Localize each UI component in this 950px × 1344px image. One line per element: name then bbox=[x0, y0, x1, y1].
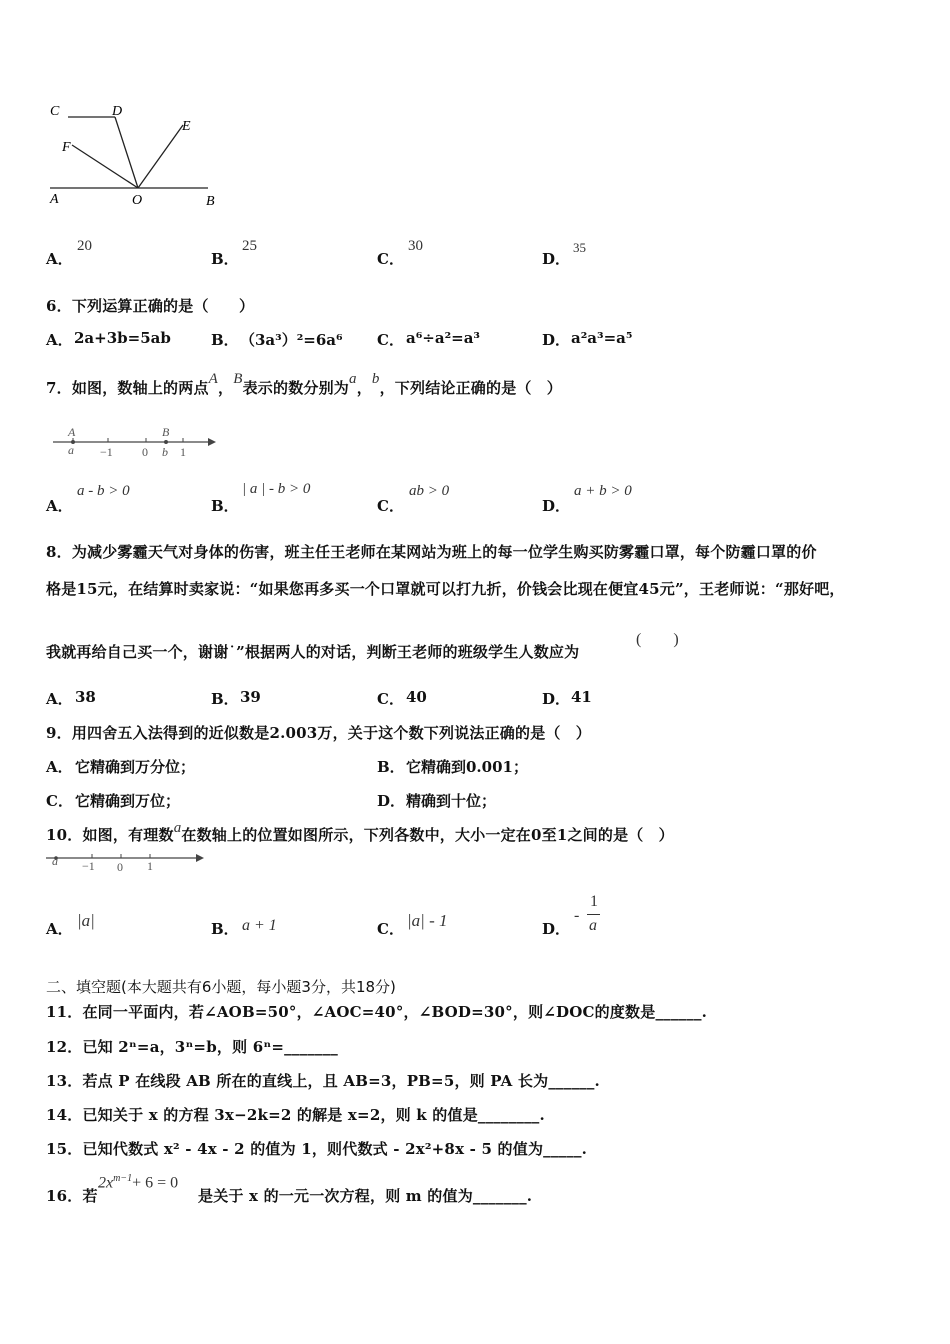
q7-option-b-value: | a | - b > 0 bbox=[242, 481, 311, 497]
q15-text: 15．已知代数式 x² - 4x - 2 的值为 1，则代数式 - 2x²+8x - 5 的值为_____. bbox=[46, 1140, 588, 1158]
q10-stem bbox=[46, 820, 674, 845]
q9-option-b-letter: B． bbox=[377, 758, 405, 776]
q7-axis-label-A: A bbox=[68, 425, 76, 439]
q10-axis-tick-m1: −1 bbox=[82, 859, 95, 873]
q5-option-d-letter: D． bbox=[542, 250, 571, 268]
q14-text: 14．已知关于 x 的方程 3x−2k=2 的解是 x=2，则 k 的值是________. bbox=[46, 1106, 545, 1124]
q8-option-a-letter: A． bbox=[46, 690, 73, 708]
q7-stem bbox=[46, 371, 563, 398]
q7-stem-part2: 表示的数分别为 bbox=[242, 379, 349, 397]
q7-stem-part3: ，下列结论正确的是（ ） bbox=[379, 379, 563, 397]
q6-stem: 6．下列运算正确的是（ ） bbox=[46, 297, 255, 315]
q10-axis-tick-1: 1 bbox=[147, 859, 153, 873]
q7-axis-label-B: B bbox=[162, 425, 170, 439]
q7-var-a: a bbox=[349, 371, 357, 387]
q8-option-b-letter: B． bbox=[211, 690, 239, 708]
q7-option-d-letter: D． bbox=[542, 497, 571, 515]
q16-equation bbox=[98, 1173, 178, 1192]
q6-option-c-value: a⁶÷a²=a³ bbox=[406, 329, 481, 347]
section2-title: 二、填空题(本大题共有6小题，每小题3分，共18分) bbox=[46, 978, 396, 996]
q9-option-c-value: 它精确到万位； bbox=[75, 792, 181, 810]
q10-axis-tick-a: a bbox=[52, 854, 58, 868]
q6-option-d-letter: D． bbox=[542, 331, 571, 349]
q7-point-a: A bbox=[208, 371, 219, 387]
q10-var-a: a bbox=[173, 820, 182, 836]
q11-text: 11．在同一平面内，若∠AOB=50°，∠AOC=40°，∠BOD=30°，则∠DOC的度数是______. bbox=[46, 1003, 708, 1021]
q10-option-d-minus: - bbox=[574, 907, 580, 924]
q7-point-b: B bbox=[233, 371, 243, 387]
q8-line2: 格是15元，在结算时卖家说：“如果您再多买一个口罩就可以打九折，价钱会比现在便宜45元”，王老师说：“那好吧， bbox=[46, 580, 845, 598]
q8-option-c-value: 40 bbox=[406, 688, 427, 706]
q9-option-b-value: 它精确到0.001； bbox=[406, 758, 528, 776]
q7-axis-tick-b: b bbox=[162, 445, 168, 459]
q10-option-d-numerator: 1 bbox=[590, 893, 598, 910]
q16-suffix: 是关于 x 的一元一次方程，则 m 的值为_______. bbox=[198, 1187, 533, 1205]
label-E: E bbox=[182, 119, 191, 134]
q5-option-a-value: 20 bbox=[77, 238, 92, 254]
q8-option-c-letter: C． bbox=[377, 690, 404, 708]
q8-line3: 我就再给自己买一个，谢谢˙”根据两人的对话，判断王老师的班级学生人数应为 bbox=[46, 643, 580, 661]
q7-option-c-letter: C． bbox=[377, 497, 404, 515]
q7-stem-part1: 7．如图，数轴上的两点 bbox=[46, 379, 209, 397]
q7-option-d-value: a + b > 0 bbox=[574, 483, 632, 499]
q9-option-c-letter: C． bbox=[46, 792, 73, 810]
q10-option-c-value: |a| - 1 bbox=[407, 911, 448, 930]
q10-option-a-value: |a| bbox=[77, 911, 95, 930]
q16-eq-base: 2x bbox=[98, 1174, 114, 1192]
q8-option-d-value: 41 bbox=[571, 688, 592, 706]
q10-option-b-letter: B． bbox=[211, 920, 239, 938]
q5-option-d-value: 35 bbox=[573, 240, 586, 255]
q7-axis-tick-1: 1 bbox=[180, 445, 186, 459]
label-F: F bbox=[62, 140, 71, 155]
q16-prefix: 16．若 bbox=[46, 1187, 98, 1205]
q7-option-c-value: ab > 0 bbox=[409, 483, 450, 499]
q7-axis-tick-0: 0 bbox=[142, 445, 148, 459]
q10-option-b-value: a + 1 bbox=[242, 917, 277, 934]
q6-option-b-value: （3a³）²=6a⁶ bbox=[240, 331, 343, 349]
q6-option-c-letter: C． bbox=[377, 331, 404, 349]
q13-text: 13．若点 P 在线段 AB 所在的直线上，且 AB=3，PB=5，则 PA 长为______. bbox=[46, 1072, 600, 1090]
q10-option-d-letter: D． bbox=[542, 920, 571, 938]
q10-axis-tick-0: 0 bbox=[117, 860, 123, 874]
q5-option-c-value: 30 bbox=[408, 238, 423, 254]
q12-text: 12．已知 2ⁿ=a，3ⁿ=b，则 6ⁿ=_______ bbox=[46, 1038, 338, 1056]
q5-option-b-value: 25 bbox=[242, 238, 257, 254]
label-O: O bbox=[132, 193, 143, 208]
angle-figure bbox=[40, 95, 230, 215]
q10-option-a-letter: A． bbox=[46, 920, 73, 938]
q7-comma1: ， bbox=[218, 379, 234, 397]
q7-number-line bbox=[48, 422, 218, 462]
q6-option-a-value: 2a+3b=5ab bbox=[74, 329, 171, 347]
q7-option-a-value: a - b > 0 bbox=[77, 483, 130, 499]
q7-var-b: b bbox=[371, 371, 380, 387]
q7-axis-tick-a: a bbox=[68, 443, 74, 457]
q9-option-a-letter: A． bbox=[46, 758, 73, 776]
q6-option-a-letter: A． bbox=[46, 331, 73, 349]
q7-comma2: ， bbox=[356, 379, 372, 397]
q6-option-d-value: a²a³=a⁵ bbox=[571, 329, 633, 347]
q9-option-d-letter: D． bbox=[377, 792, 406, 810]
q10-stem-part2: 在数轴上的位置如图所示，下列各数中，大小一定在0至1之间的是（ ） bbox=[181, 826, 674, 844]
q10-option-d-denominator: a bbox=[589, 917, 597, 934]
q8-line1: 8．为减少雾霾天气对身体的伤害，班主任王老师在某网站为班上的每一位学生购买防雾霾口罩，每个防霾口罩的价 bbox=[46, 543, 817, 561]
label-B: B bbox=[206, 194, 215, 209]
q5-option-c-letter: C． bbox=[377, 250, 404, 268]
q7-option-a-letter: A． bbox=[46, 497, 73, 515]
q8-option-d-letter: D． bbox=[542, 690, 571, 708]
q7-option-b-letter: B． bbox=[211, 497, 239, 515]
q8-answer-paren: ( ) bbox=[636, 631, 679, 648]
q9-option-d-value: 精确到十位； bbox=[406, 792, 497, 810]
q6-option-b-letter: B． bbox=[211, 331, 239, 349]
label-A: A bbox=[50, 192, 59, 207]
q8-option-a-value: 38 bbox=[75, 688, 96, 706]
label-C: C bbox=[50, 104, 60, 119]
q16-eq-rest: + 6 = 0 bbox=[132, 1174, 179, 1192]
q8-option-b-value: 39 bbox=[240, 688, 261, 706]
q9-option-a-value: 它精确到万分位； bbox=[75, 758, 196, 776]
q5-option-b-letter: B． bbox=[211, 250, 239, 268]
q5-option-a-letter: A． bbox=[46, 250, 73, 268]
q7-axis-tick-m1: −1 bbox=[100, 445, 113, 459]
q10-stem-part1: 10．如图，有理数 bbox=[46, 826, 174, 844]
label-D: D bbox=[112, 104, 123, 119]
q10-number-line bbox=[44, 850, 209, 875]
q10-option-c-letter: C． bbox=[377, 920, 404, 938]
q16-eq-exponent: m−1 bbox=[113, 1173, 133, 1184]
q9-stem: 9．用四舍五入法得到的近似数是2.003万，关于这个数下列说法正确的是（ ） bbox=[46, 724, 592, 742]
fraction-bar bbox=[587, 914, 600, 915]
